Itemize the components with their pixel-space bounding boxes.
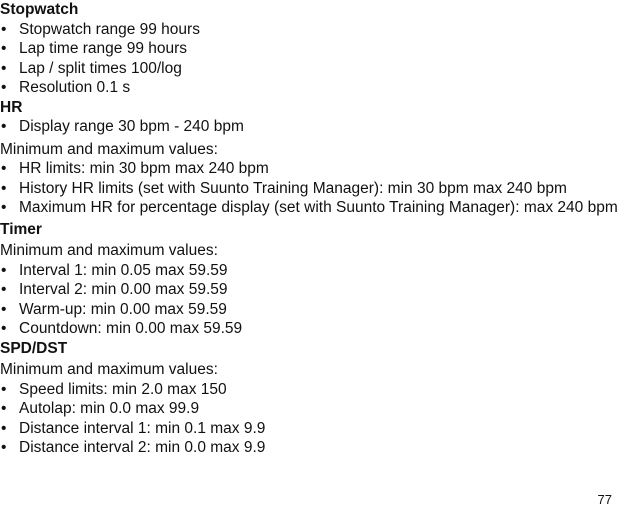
list-item [0, 419, 625, 439]
section-heading: Timer [0, 220, 42, 238]
section-heading: HR [0, 98, 23, 116]
list-item-text: Distance interval 2: min 0.0 max 9.9 [19, 439, 266, 456]
hr-limits-list [0, 159, 625, 218]
section-intro: Minimum and maximum values: [0, 242, 218, 259]
bullet-icon: • [1, 20, 7, 38]
section-spd-dst [0, 339, 625, 458]
bullet-icon: • [1, 439, 7, 456]
section-intro: Minimum and maximum values: [0, 140, 218, 158]
list-item [0, 179, 625, 199]
timer-list [0, 261, 625, 339]
list-item [0, 438, 625, 458]
list-item [0, 59, 625, 79]
list-item-text: Speed limits: min 2.0 max 150 [19, 380, 227, 398]
list-item [0, 261, 625, 281]
bullet-icon: • [1, 59, 7, 77]
bullet-icon: • [1, 300, 7, 318]
list-item [0, 117, 625, 137]
page-number: 77 [597, 492, 612, 507]
section-hr [0, 98, 625, 218]
list-item-text: Distance interval 1: min 0.1 max 9.9 [19, 419, 266, 437]
bullet-icon: • [1, 320, 7, 337]
list-item-text: Interval 2: min 0.00 max 59.59 [19, 281, 228, 298]
bullet-icon: • [1, 400, 7, 417]
bullet-icon: • [1, 281, 7, 298]
bullet-icon: • [1, 199, 7, 216]
bullet-icon: • [1, 40, 7, 57]
list-item [0, 20, 625, 40]
spd-dst-list [0, 380, 625, 458]
list-item [0, 198, 625, 218]
list-item-text: Countdown: min 0.00 max 59.59 [19, 320, 243, 337]
section-stopwatch [0, 0, 625, 98]
list-item-text: Lap time range 99 hours [19, 40, 188, 57]
list-item [0, 300, 625, 320]
list-item [0, 159, 625, 179]
bullet-icon: • [1, 179, 7, 197]
list-item-text: Resolution 0.1 s [19, 79, 131, 96]
bullet-icon: • [1, 118, 7, 135]
list-item-text: Interval 1: min 0.05 max 59.59 [19, 261, 228, 279]
list-item-text: Warm-up: min 0.00 max 59.59 [19, 300, 227, 318]
section-heading: Stopwatch [0, 1, 79, 18]
list-item-text: History HR limits (set with Suunto Training Manager): min 30 bpm max 240 bpm [19, 179, 567, 197]
stopwatch-list [0, 20, 625, 98]
list-item [0, 399, 625, 419]
list-item-text: Maximum HR for percentage display (set with Suunto Training Manager): max 240 bpm [19, 199, 618, 216]
list-item-text: Display range 30 bpm - 240 bpm [19, 118, 244, 135]
bullet-icon: • [1, 261, 7, 279]
list-item [0, 39, 625, 59]
list-item [0, 319, 625, 339]
list-item-text: Autolap: min 0.0 max 99.9 [19, 400, 200, 417]
section-heading: SPD/DST [0, 339, 68, 357]
list-item [0, 78, 625, 98]
section-intro: Minimum and maximum values: [0, 361, 218, 378]
list-item-text: Lap / split times 100/log [19, 59, 182, 77]
bullet-icon: • [1, 79, 7, 96]
bullet-icon: • [1, 160, 7, 177]
hr-display-list [0, 117, 625, 137]
list-item-text: Stopwatch range 99 hours [19, 20, 200, 38]
bullet-icon: • [1, 419, 7, 437]
bullet-icon: • [1, 380, 7, 398]
list-item [0, 280, 625, 300]
list-item-text: HR limits: min 30 bpm max 240 bpm [19, 160, 269, 177]
list-item [0, 380, 625, 400]
section-timer [0, 220, 625, 339]
